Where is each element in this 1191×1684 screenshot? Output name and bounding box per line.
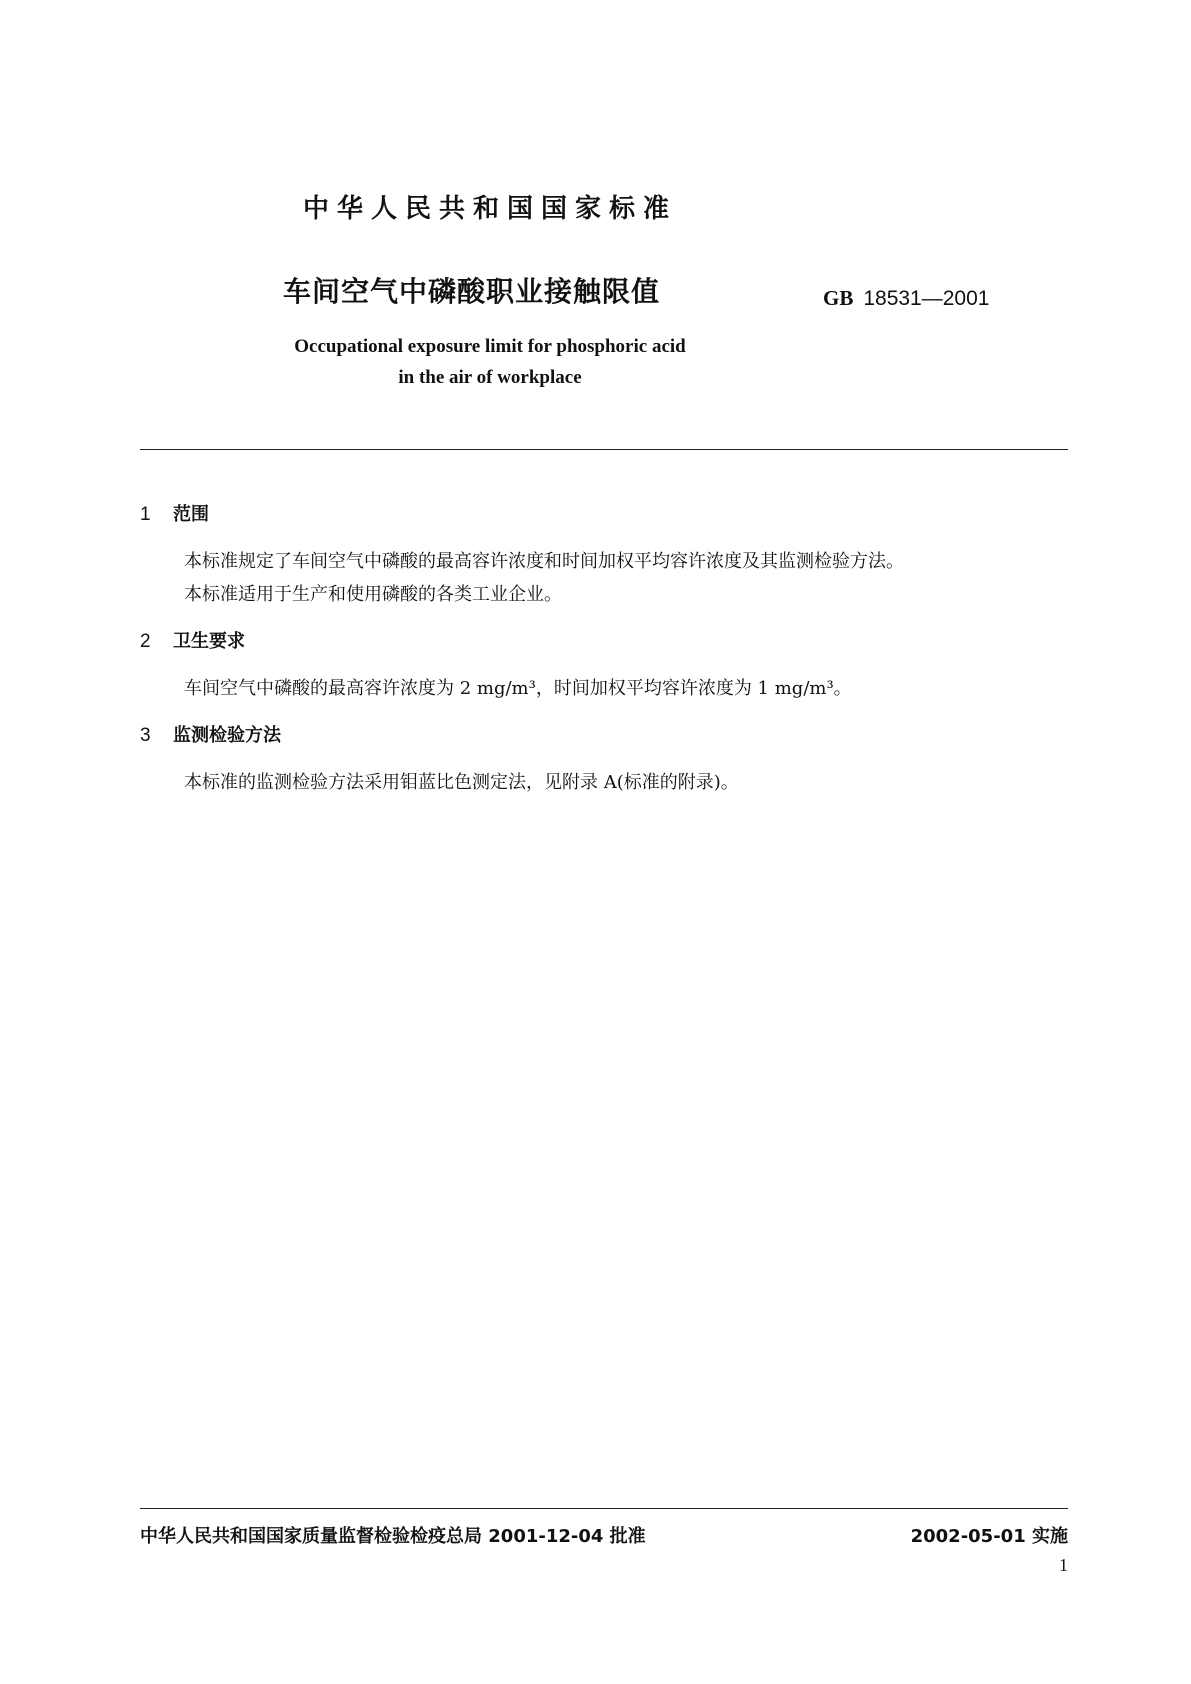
document-title-en-line1: Occupational exposure limit for phosphoric acid [294, 336, 686, 357]
header-divider [140, 449, 1068, 450]
page-number: 1 [1059, 1555, 1068, 1575]
section-number: 3 [140, 725, 151, 746]
section-heading-scope [140, 500, 209, 526]
footer-divider [140, 1508, 1068, 1509]
standard-code: GB [823, 286, 854, 310]
approval-statement: 中华人民共和国国家质量监督检验检疫总局 2001-12-04 批准 [140, 1526, 646, 1547]
national-standard-heading: 中华人民共和国国家标准 [302, 194, 677, 224]
paragraph: 车间空气中磷酸的最高容许浓度为 2 mg/m³，时间加权平均容许浓度为 1 mg/m³。 [184, 678, 852, 699]
effective-date: 2002-05-01 实施 [910, 1526, 1068, 1547]
standard-number [823, 286, 989, 311]
document-title-en-line2: in the air of workplace [398, 367, 582, 388]
section-number: 2 [140, 631, 151, 652]
section-heading-test-methods [140, 721, 281, 747]
paragraph: 本标准适用于生产和使用磷酸的各类工业企业。 [184, 584, 562, 605]
paragraph: 本标准规定了车间空气中磷酸的最高容许浓度和时间加权平均容许浓度及其监测检验方法。 [184, 551, 904, 572]
section-heading-hygiene-requirements [140, 627, 245, 653]
section-number: 1 [140, 504, 151, 525]
section-title: 范围 [173, 504, 209, 525]
standard-number-value: 18531—2001 [863, 287, 990, 310]
section-title: 卫生要求 [173, 631, 245, 652]
document-title-cn: 车间空气中磷酸职业接触限值 [283, 275, 661, 308]
section-title: 监测检验方法 [173, 725, 281, 746]
paragraph: 本标准的监测检验方法采用钼蓝比色测定法，见附录 A(标准的附录)。 [184, 772, 739, 793]
